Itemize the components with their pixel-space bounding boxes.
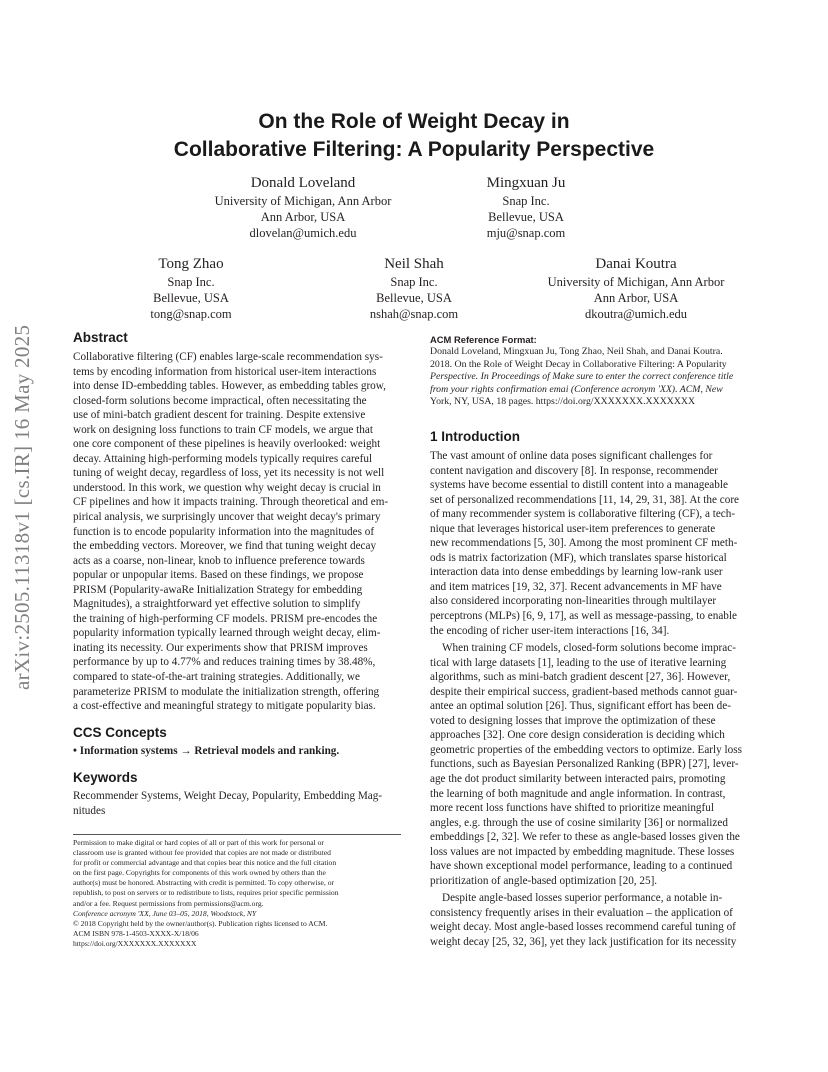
acm-reference-line: from your rights confirmation emai (Conference acronym 'XX). ACM, New	[430, 383, 723, 395]
author-affiliation: Snap Inc.	[167, 275, 215, 289]
author-location: Bellevue, USA	[376, 291, 452, 305]
abstract-line: compared to state-of-the-art training strategies. Additionally, we	[73, 671, 360, 684]
author-email: dkoutra@umich.edu	[584, 307, 688, 321]
ccs-heading: CCS Concepts	[73, 724, 167, 740]
abstract-line: pirical analysis, we surprisingly uncover that weight decay's primary	[73, 511, 381, 524]
intro-line: consistency frequently arises in their evaluation – the application of	[430, 906, 733, 919]
abstract-line: into dense ID-embedding tables. However, as embedding tables grow,	[73, 380, 386, 393]
author-location: Ann Arbor, USA	[260, 210, 346, 224]
intro-line: new recommendations [5, 30]. Among the most prominent CF meth-	[430, 537, 738, 550]
acm-reference-line: 2018. On the Role of Weight Decay in Collaborative Filtering: A Popularity	[430, 358, 727, 370]
abstract-line: popularity information typically learned through weight decay, elim-	[73, 627, 381, 640]
author-block	[193, 173, 413, 241]
author-name: Donald Loveland	[250, 175, 356, 191]
left-column	[73, 330, 401, 818]
abstract-line: parameterize PRISM to modulate the initialization strength, offering	[73, 685, 380, 698]
intro-line: have shown exceptional model performance, leading to a continued	[430, 860, 733, 873]
intro-line: When training CF models, closed-form solutions become imprac-	[442, 642, 736, 655]
intro-line: tical with large datasets [1], leading to the use of iterative learning	[430, 656, 727, 669]
intro-line: loss values are not impacted by embedding magnitude. These losses	[430, 845, 735, 858]
permission-notice	[73, 838, 401, 949]
title-line-1: On the Role of Weight Decay in	[258, 110, 570, 133]
intro-line: ods is matrix factorization (MF), which translates sparse historical	[430, 551, 727, 564]
author-location: Bellevue, USA	[488, 210, 564, 224]
intro-line: geometric properties of the embedding vectors to optimize. Early loss	[430, 743, 742, 756]
author-email: nshah@snap.com	[369, 307, 459, 321]
permission-line: for profit or commercial advantage and that copies bear this notice and the full citation	[73, 858, 337, 868]
intro-line: embeddings [2, 32]. We refer to these as angle-based losses given the	[430, 831, 740, 844]
author-email: dlovelan@umich.edu	[249, 226, 357, 240]
intro-line: prioritization of angle-based optimization [20, 25].	[430, 874, 658, 887]
permission-line: republish, to post on servers or to redistribute to lists, requires prior specific permission	[73, 888, 339, 898]
intro-line: approaches [32]. One core design consideration is deciding which	[430, 729, 725, 742]
intro-line: despite their empirical success, gradient-based methods cannot guar-	[430, 685, 738, 698]
abstract-line: a cost-effective and meaningful strategy to mitigate popularity bias.	[73, 700, 376, 713]
abstract-line: function is to encode popularity information into the magnitudes of	[73, 525, 375, 538]
abstract-body	[73, 350, 401, 714]
author-block	[101, 254, 281, 322]
intro-line: set of personalized recommendations [11, 14, 29, 31, 38]. At the core	[430, 493, 740, 506]
arxiv-identifier: arXiv:2505.11318v1 [cs.IR] 16 May 2025	[10, 324, 34, 690]
intro-line: voted to designing losses that improve the optimization of these	[430, 714, 716, 727]
footnote-rule	[73, 834, 401, 835]
abstract-line: decay. Attaining high-performing models typically requires careful	[73, 452, 373, 465]
author-email: mju@snap.com	[486, 226, 566, 240]
abstract-line: one core component of these pipelines is heavily overlooked: weight	[73, 438, 381, 451]
ccs-concept: • Information systems → Retrieval models and ranking.	[73, 744, 340, 757]
abstract-line: understood. In this work, we question why weight decay is crucial in	[73, 481, 381, 494]
author-location: Ann Arbor, USA	[593, 291, 679, 305]
intro-line: of many recommender system is collaborative filtering (CF), a tech-	[430, 508, 736, 521]
intro-paragraph-1	[430, 449, 756, 638]
abstract-line: popular or unpopular items. Based on these findings, we propose	[73, 569, 364, 582]
keywords-body	[73, 789, 401, 818]
author-block	[426, 173, 626, 241]
abstract-line: inating its necessity. Our experiments show that PRISM improves	[73, 641, 368, 654]
author-affiliation: University of Michigan, Ann Arbor	[547, 275, 725, 289]
intro-line: interaction data into dense embeddings by learning low-rank user	[430, 566, 723, 579]
permission-line: on the first page. Copyrights for components of this work owned by others than the	[73, 868, 326, 878]
author-location: Bellevue, USA	[153, 291, 229, 305]
permission-line: author(s) must be honored. Abstracting with credit is permitted. To copy otherwise, or	[73, 878, 335, 888]
author-name: Neil Shah	[384, 256, 444, 272]
author-block	[324, 254, 504, 322]
doi-line: https://doi.org/XXXXXXX.XXXXXXX	[73, 938, 197, 948]
intro-line: The vast amount of online data poses significant challenges for	[430, 449, 713, 462]
intro-line: functions, such as Bayesian Personalized Ranking (BPR) [27], lever-	[430, 758, 739, 771]
title-line-2: Collaborative Filtering: A Popularity Perspective	[173, 138, 655, 161]
intro-line: algorithms, such as mini-batch gradient descent [27, 36]. However,	[430, 671, 731, 684]
acm-reference-heading: ACM Reference Format:	[430, 334, 537, 345]
keywords-line: Recommender Systems, Weight Decay, Popularity, Embedding Mag-	[73, 790, 383, 803]
acm-reference-line: Perspective. In Proceedings of Make sure to enter the correct conference title	[430, 371, 734, 383]
isbn-line: ACM ISBN 978-1-4503-XXXX-X/18/06	[73, 928, 199, 938]
author-affiliation: University of Michigan, Ann Arbor	[214, 194, 392, 208]
abstract-line: PRISM (Popularity-awaRe Initialization Strategy for embedding	[73, 583, 363, 596]
intro-paragraph-3	[430, 891, 756, 949]
author-block	[526, 254, 746, 322]
intro-line: weight decay [25, 32, 36], yet they lack justification for its necessity	[430, 936, 737, 949]
author-affiliation: Snap Inc.	[390, 275, 438, 289]
author-affiliation: Snap Inc.	[502, 194, 550, 208]
intro-line: perceptrons (MLPs) [6, 9, 17], as well as message-passing, to enable	[430, 609, 737, 622]
keywords-heading: Keywords	[73, 770, 138, 786]
abstract-line: acts as a coarse, non-linear, knob to influence preference towards	[73, 554, 365, 567]
conference-line: Conference acronym 'XX, June 03–05, 2018, Woodstock, NY	[73, 908, 257, 918]
acm-reference-body	[430, 346, 756, 409]
intro-line: weight decay. Most angle-based losses recommend careful tuning of	[430, 921, 736, 934]
intro-line: Despite angle-based losses superior performance, a notable in-	[442, 892, 723, 905]
abstract-line: tems by encoding information from historical user-item interactions	[73, 365, 377, 378]
intro-line: more recent loss functions have shifted to prioritize meaningful	[430, 802, 714, 815]
intro-line: nique that leverages historical user-item preferences to generate	[430, 522, 716, 535]
introduction-heading: 1 Introduction	[430, 428, 520, 444]
abstract-line: closed-form solutions become impractical, often necessitating the	[73, 394, 367, 407]
abstract-heading: Abstract	[73, 330, 128, 345]
copyright-line: © 2018 Copyright held by the owner/author(s). Publication rights licensed to ACM.	[73, 918, 328, 928]
intro-line: antee an optimal solution [26]. Thus, significant effort has been de-	[430, 700, 731, 713]
intro-paragraph-2	[430, 641, 756, 888]
abstract-line: tuning of weight decay, regardless of loss, yet its necessity is not well	[73, 467, 385, 480]
right-column	[430, 334, 756, 950]
intro-line: the encoding of richer user-item interactions [16, 34].	[430, 624, 670, 637]
intro-line: also considered incorporating non-linearities through multilayer	[430, 595, 717, 608]
keywords-line: nitudes	[73, 804, 106, 817]
author-email: tong@snap.com	[150, 307, 232, 321]
abstract-line: work on designing loss functions to train CF models, we argue that	[73, 423, 373, 436]
permission-line: and/or a fee. Request permissions from permissions@acm.org.	[73, 898, 264, 908]
intro-line: content navigation and discovery [8]. In response, recommender	[430, 464, 718, 477]
abstract-line: performance by up to 4.77% and reduces training times by 38.48%,	[73, 656, 376, 669]
intro-line: angles, e.g. through the use of cosine similarity [36] or normalized	[430, 816, 728, 829]
intro-line: and item matrices [19, 32, 37]. Recent advancements in MF have	[430, 580, 722, 593]
intro-line: age the dot product similarity between interacted pairs, promoting	[430, 773, 726, 785]
abstract-line: Collaborative filtering (CF) enables large-scale recommendation sys-	[73, 351, 383, 363]
intro-line: the learning of both magnitude and angle information. In contrast,	[430, 787, 726, 800]
permission-line: classroom use is granted without fee provided that copies are not made or distributed	[73, 848, 331, 858]
permission-line: Permission to make digital or hard copies of all or part of this work for personal or	[73, 838, 324, 847]
abstract-line: Magnitudes), a straightforward yet effective solution to simplify	[73, 598, 361, 611]
abstract-line: CF pipelines and how it impacts training. Through theoretical and em-	[73, 496, 389, 509]
intro-line: systems have become essential to distill content into a manageable	[430, 479, 728, 492]
abstract-line: the training of high-performing CF models. PRISM pre-encodes the	[73, 612, 378, 625]
author-name: Mingxuan Ju	[486, 175, 566, 191]
acm-reference-line: Donald Loveland, Mingxuan Ju, Tong Zhao, Neil Shah, and Danai Koutra.	[430, 346, 723, 357]
paper-title	[0, 108, 828, 164]
abstract-line: use of mini-batch gradient descent for training. Despite extensive	[73, 409, 366, 422]
abstract-line: the embedding vectors. Moreover, we find that tuning weight decay	[73, 540, 377, 553]
author-name: Danai Koutra	[595, 256, 677, 272]
author-name: Tong Zhao	[158, 256, 224, 272]
acm-reference-line: York, NY, USA, 18 pages. https://doi.org/XXXXXXX.XXXXXXX	[430, 396, 696, 408]
